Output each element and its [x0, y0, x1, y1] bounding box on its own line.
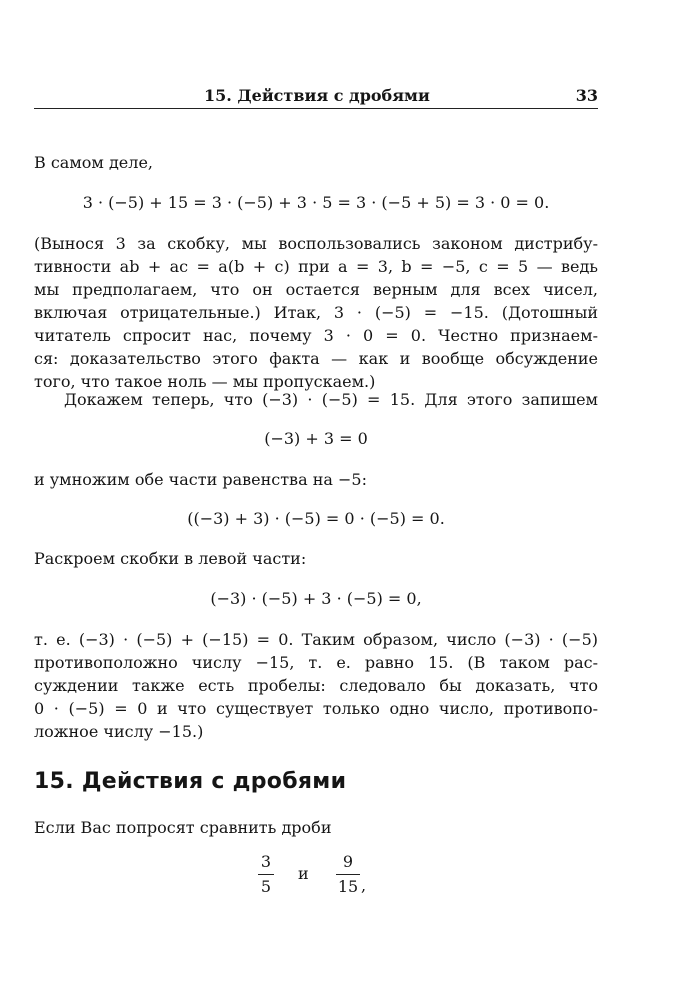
text-line: тивности ab + ac = a(b + c) при a = 3, b = −5, c = 5 — ведь: [34, 257, 598, 276]
text-line: того, что такое ноль — мы пропускаем.): [34, 372, 376, 391]
fraction-numerator: 3: [260, 852, 272, 871]
equation-multiplied: ((−3) + 3) · (−5) = 0 · (−5) = 0.: [187, 509, 445, 528]
text-line: противоположно числу −15, т. е. равно 15. (В таком рас-: [34, 653, 598, 672]
paragraph-multiply: и умножим обе части равенства на −5:: [34, 470, 367, 489]
equation-sum-zero: (−3) + 3 = 0: [264, 429, 368, 448]
fractions-comparison: [250, 852, 370, 898]
paragraph-distributivity: [34, 232, 598, 393]
paragraph-conclusion: [34, 628, 598, 743]
fraction-nine-fifteenths: [336, 852, 360, 896]
intro-text: В самом деле,: [34, 153, 153, 172]
text-line: (Вынося 3 за скобку, мы воспользовались законом дистрибу-: [34, 234, 598, 253]
fraction-denominator: 15: [337, 877, 359, 896]
equation-expanded: (−3) · (−5) + 3 · (−5) = 0,: [210, 589, 422, 608]
text-line: Докажем теперь, что (−3) · (−5) = 15. Для этого запишем: [64, 390, 598, 409]
fraction-numerator: 9: [342, 852, 354, 871]
running-title: 15. Действия с дробями: [204, 86, 430, 105]
page-header: [34, 86, 598, 109]
text-line: читатель спросит нас, почему 3 · 0 = 0. Честно признаем-: [34, 326, 598, 345]
fraction-three-fifths: [258, 852, 274, 896]
text-line: ся: доказательство этого факта — как и вообще обсуждение: [34, 349, 598, 368]
paragraph-expand: Раскроем скобки в левой части:: [34, 549, 307, 568]
section-heading: 15. Действия с дробями: [34, 769, 347, 794]
paragraph-proof-intro: [34, 388, 598, 411]
fraction-bar: [258, 874, 274, 875]
equation-distributive: 3 · (−5) + 15 = 3 · (−5) + 3 · 5 = 3 · (−5 + 5) = 3 · 0 = 0.: [82, 193, 550, 212]
text-line: мы предполагаем, что он остается верным для всех чисел,: [34, 280, 598, 299]
trailing-comma: ,: [361, 876, 367, 895]
fraction-bar: [336, 874, 360, 875]
conjunction: и: [298, 864, 309, 883]
text-line: включая отрицательные.) Итак, 3 · (−5) = −15. (Дотошный: [34, 303, 598, 322]
page-number: 33: [575, 86, 598, 105]
fraction-denominator: 5: [260, 877, 272, 896]
text-line: т. е. (−3) · (−5) + (−15) = 0. Таким образом, число (−3) · (−5): [34, 630, 598, 649]
text-line: суждении также есть пробелы: следовало бы доказать, что: [34, 676, 598, 695]
text-line: ложное числу −15.): [34, 722, 204, 741]
text-line: 0 · (−5) = 0 и что существует только одно число, противопо-: [34, 699, 598, 718]
paragraph-compare-fractions: Если Вас попросят сравнить дроби: [34, 818, 332, 837]
